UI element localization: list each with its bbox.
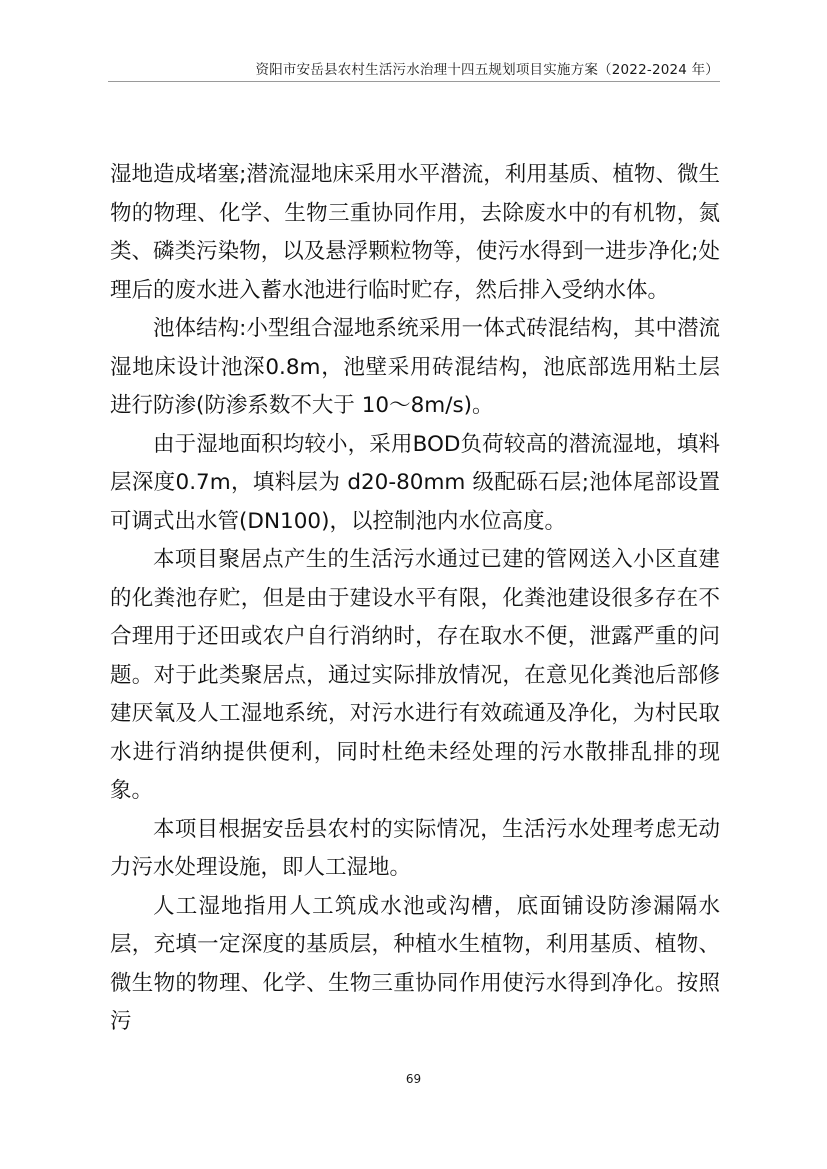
paragraph-6: 人工湿地指用人工筑成水池或沟槽，底面铺设防渗漏隔水层，充填一定深度的基质层，种植水生植物，利用基质、植物、微生物的物理、化学、生物三重协同作用使污水得到净化。按照污 xyxy=(110,893,720,1034)
paragraph-2: 池体结构:小型组合湿地系统采用一体式砖混结构，其中潜流湿地床设计池深0.8m，池壁采用砖混结构，池底部选用粘土层进行防渗(防渗系数不大于 10～8m/s)。 xyxy=(110,316,720,418)
header-divider xyxy=(108,81,720,82)
paragraph-1: 湿地造成堵塞;潜流湿地床采用水平潜流，利用基质、植物、微生物的物理、化学、生物三重协同作用，去除废水中的有机物，氮类、磷类污染物，以及悬浮颗粒物等，使污水得到一进步净化;处理后的废水进入蓄水池进行临时贮存，然后排入受纳水体。 xyxy=(110,162,720,303)
paragraph-4: 本项目聚居点产生的生活污水通过已建的管网送入小区直建的化粪池存贮，但是由于建设水平有限，化粪池建设很多存在不合理用于还田或农户自行消纳时，存在取水不便，泄露严重的问题。对于此类聚居点，通过实际排放情况，在意见化粪池后部修建厌氧及人工湿地系统，对污水进行有效疏通及净化，为村民取水进行消纳提供便利，同时杜绝未经处理的污水散排乱排的现象。 xyxy=(110,547,720,803)
paragraph-5: 本项目根据安岳县农村的实际情况，生活污水处理考虑无动力污水处理设施，即人工湿地。 xyxy=(110,816,720,880)
paragraph-3: 由于湿地面积均较小，采用BOD负荷较高的潜流湿地，填料层深度0.7m，填料层为 d20-80mm 级配砾石层;池体尾部设置可调式出水管(DN100)，以控制池内水位高度。 xyxy=(110,431,720,534)
document-body xyxy=(110,156,720,1042)
running-header: 资阳市安岳县农村生活污水治理十四五规划项目实施方案（2022-2024 年） xyxy=(255,62,719,78)
page-number: 69 xyxy=(405,1072,422,1086)
